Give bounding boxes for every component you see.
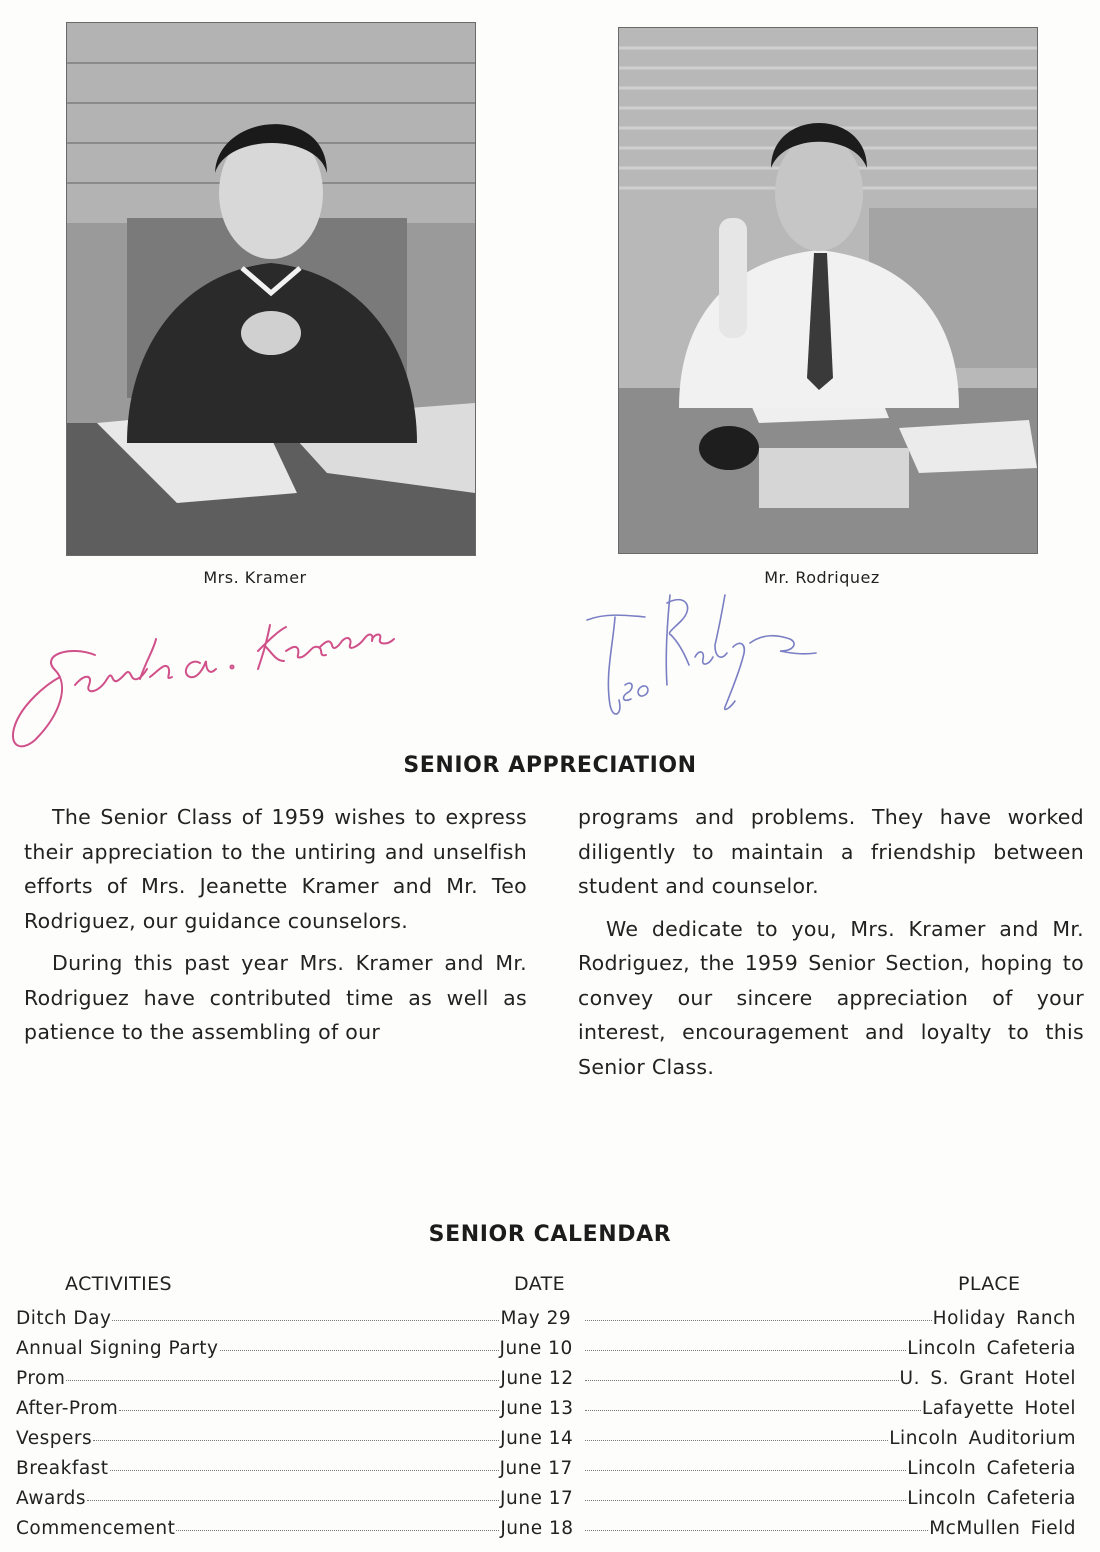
leader-dots: [66, 1380, 499, 1381]
photo-mrs-kramer: [66, 22, 476, 556]
signature-kramer: [0, 585, 420, 765]
calendar-date: June 18: [500, 1518, 574, 1539]
calendar-place: McMullen Field: [929, 1518, 1076, 1539]
leader-dots: [585, 1500, 906, 1501]
heading-senior-appreciation: SENIOR APPRECIATION: [403, 753, 697, 778]
calendar-date: June 17: [500, 1488, 574, 1509]
leader-dots: [176, 1530, 499, 1531]
calendar-place: Lincoln Cafeteria: [907, 1488, 1076, 1509]
calendar-date: June 17: [499, 1458, 573, 1479]
calendar-date: June 14: [500, 1428, 574, 1449]
leader-dots: [87, 1500, 499, 1501]
leader-dots: [585, 1470, 907, 1471]
calendar-date: May 29: [500, 1308, 572, 1329]
leader-dots: [112, 1320, 499, 1321]
calendar-activity: Vespers: [16, 1428, 93, 1449]
calendar-row: [16, 1338, 1076, 1368]
calendar-activity: After-Prom: [16, 1398, 119, 1419]
appreciation-paragraph-4: We dedicate to you, Mrs. Kramer and Mr. Rodriguez, the 1959 Senior Section, hoping to convey our sincere appreciation of your interest, encouragement and loyalty to this Senior Class.: [578, 916, 1084, 1079]
leader-dots: [93, 1440, 499, 1441]
calendar-place: U. S. Grant Hotel: [899, 1368, 1076, 1389]
calendar-row: [16, 1398, 1076, 1428]
appreciation-column-right: [578, 800, 1084, 1092]
leader-dots: [585, 1410, 921, 1411]
calendar-activity: Prom: [16, 1368, 66, 1389]
leader-dots: [585, 1380, 898, 1381]
calendar-place: Lincoln Cafeteria: [907, 1338, 1076, 1359]
leader-dots: [585, 1350, 907, 1351]
calendar-activity: Ditch Day: [16, 1308, 112, 1329]
calendar-header-date: DATE: [514, 1273, 566, 1295]
appreciation-paragraph-3: programs and problems. They have worked diligently to maintain a friendship between student and counselor.: [578, 805, 1084, 898]
leader-dots: [585, 1440, 888, 1441]
appreciation-paragraph-1: The Senior Class of 1959 wishes to express their appreciation to the untiring and unselfish efforts of Mrs. Jeanette Kramer and Mr. Teo Rodriguez, our guidance counselors.: [24, 805, 527, 933]
signature-rodriguez: [575, 575, 825, 725]
calendar-row: [16, 1518, 1076, 1548]
leader-dots: [119, 1410, 499, 1411]
calendar-row: [16, 1308, 1076, 1338]
calendar-date: June 12: [500, 1368, 574, 1389]
calendar-activity: Awards: [16, 1488, 87, 1509]
calendar-row: [16, 1488, 1076, 1518]
leader-dots: [110, 1470, 499, 1471]
leader-dots: [585, 1320, 931, 1321]
appreciation-paragraph-2: During this past year Mrs. Kramer and Mr. Rodriguez have contributed time as well as patience to the assembling of our: [24, 951, 527, 1044]
caption-mrs-kramer: Mrs. Kramer: [203, 568, 307, 587]
calendar-place: Lincoln Auditorium: [889, 1428, 1076, 1449]
calendar-place: Lafayette Hotel: [921, 1398, 1076, 1419]
calendar-date: June 13: [500, 1398, 574, 1419]
calendar-header-activities: ACTIVITIES: [65, 1273, 173, 1295]
calendar-date: June 10: [499, 1338, 573, 1359]
photo-mr-rodriguez: [618, 27, 1038, 554]
calendar-row: [16, 1368, 1076, 1398]
calendar-activity: Commencement: [16, 1518, 176, 1539]
calendar-header-place: PLACE: [958, 1273, 1021, 1295]
photo-rodriguez-illustration: [619, 28, 1037, 553]
calendar-row: [16, 1458, 1076, 1488]
calendar-table: [16, 1308, 1076, 1548]
caption-mr-rodriquez: Mr. Rodriquez: [764, 568, 880, 587]
appreciation-column-left: [24, 800, 527, 1058]
photo-kramer-illustration: [67, 23, 475, 555]
calendar-place: Holiday Ranch: [932, 1308, 1076, 1329]
calendar-activity: Breakfast: [16, 1458, 109, 1479]
calendar-place: Lincoln Cafeteria: [907, 1458, 1076, 1479]
leader-dots: [585, 1530, 928, 1531]
leader-dots: [220, 1350, 499, 1351]
heading-senior-calendar: SENIOR CALENDAR: [428, 1222, 672, 1247]
calendar-activity: Annual Signing Party: [16, 1338, 219, 1359]
calendar-row: [16, 1428, 1076, 1458]
